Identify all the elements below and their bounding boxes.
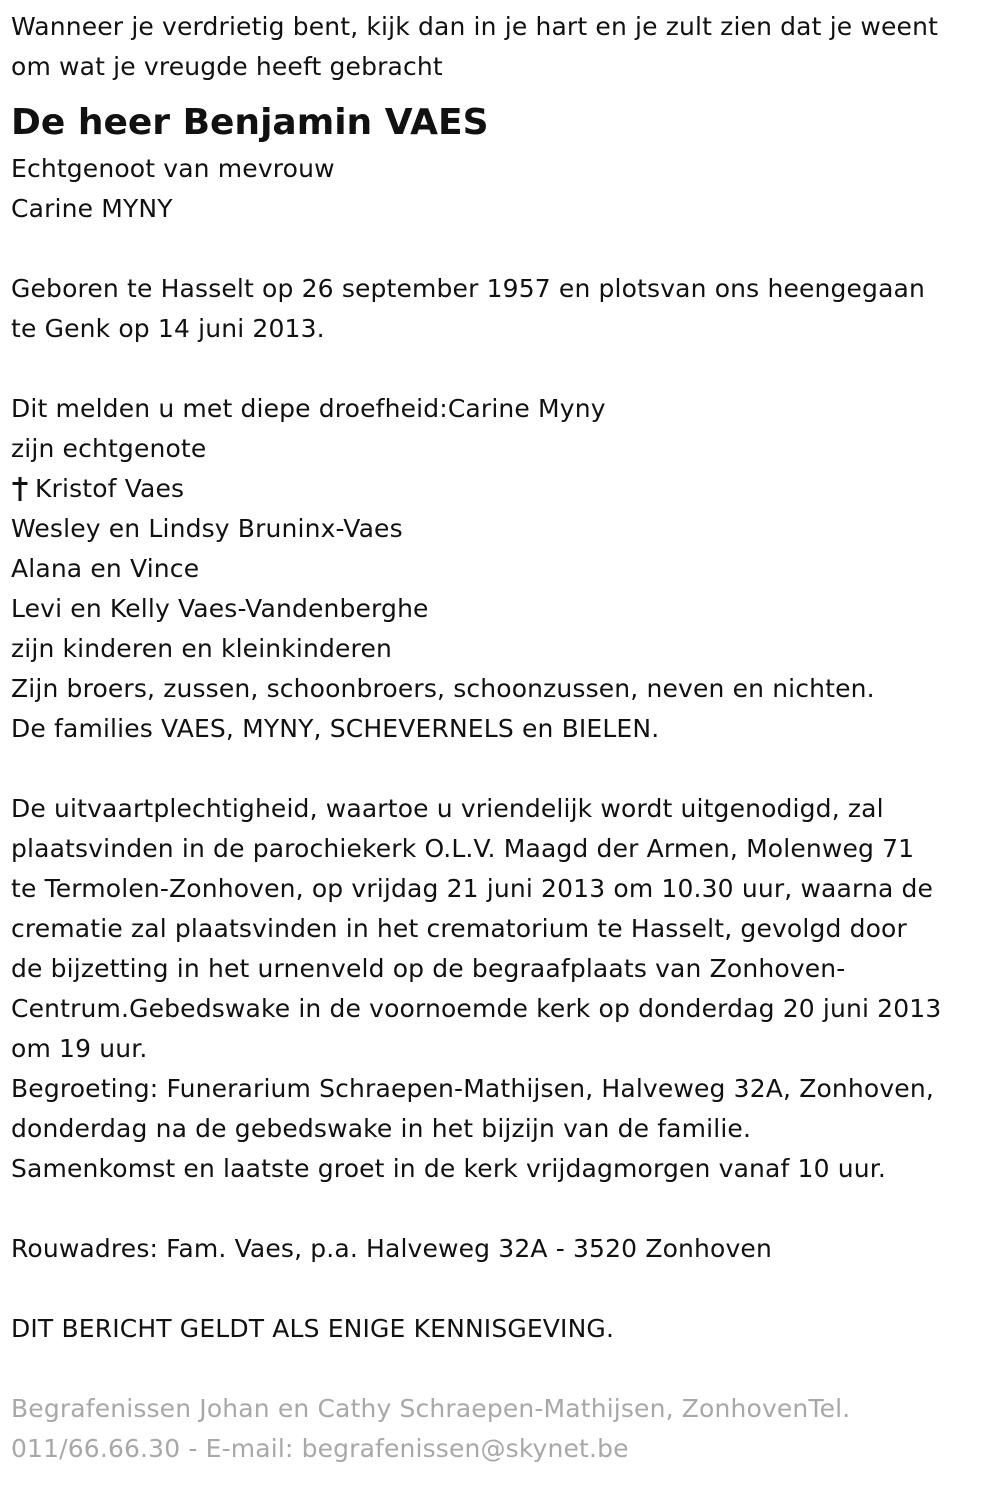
ceremony-line: Centrum.Gebedswake in de voornoemde kerk op donderdag 20 juni 2013 bbox=[11, 994, 942, 1023]
mourning-address: Rouwadres: Fam. Vaes, p.a. Halveweg 32A - 3520 Zonhoven bbox=[11, 1234, 772, 1263]
death-line: te Genk op 14 juni 2013. bbox=[11, 314, 325, 343]
motto-line: Wanneer je verdrietig bent, kijk dan in je hart en je zult zien dat je weent bbox=[11, 12, 939, 41]
spacer bbox=[11, 229, 991, 269]
family-line: zijn echtgenote bbox=[11, 434, 207, 463]
family-announcement bbox=[11, 389, 991, 749]
ceremony-line: Samenkomst en laatste groet in de kerk vrijdagmorgen vanaf 10 uur. bbox=[11, 1154, 886, 1183]
motto-line: om wat je vreugde heeft gebracht bbox=[11, 52, 443, 81]
family-line: zijn kinderen en kleinkinderen bbox=[11, 634, 392, 663]
family-line: De families VAES, MYNY, SCHEVERNELS en BIELEN. bbox=[11, 714, 660, 743]
deceased-child-name: Kristof Vaes bbox=[35, 474, 185, 503]
footer-contact: 011/66.66.30 - E-mail: begrafenissen@skynet.be bbox=[11, 1434, 629, 1463]
deceased-name: De heer Benjamin VAES bbox=[11, 102, 489, 143]
motto bbox=[11, 7, 991, 87]
spouse-name: Carine MYNY bbox=[11, 194, 173, 223]
family-line: Alana en Vince bbox=[11, 554, 200, 583]
ceremony-line: om 19 uur. bbox=[11, 1034, 148, 1063]
cross-icon bbox=[11, 476, 29, 502]
ceremony-line: te Termolen-Zonhoven, op vrijdag 21 juni 2013 om 10.30 uur, waarna de bbox=[11, 874, 934, 903]
ceremony-line: Begroeting: Funerarium Schraepen-Mathijsen, Halveweg 32A, Zonhoven, bbox=[11, 1074, 934, 1103]
family-line: Levi en Kelly Vaes-Vandenberghe bbox=[11, 594, 429, 623]
birth-death-info bbox=[11, 269, 991, 349]
spacer bbox=[11, 749, 991, 789]
funeral-home-footer bbox=[11, 1389, 991, 1469]
birth-line: Geboren te Hasselt op 26 september 1957 en plotsvan ons heengegaan bbox=[11, 274, 926, 303]
spacer bbox=[11, 1349, 991, 1389]
relation-line: Echtgenoot van mevrouw bbox=[11, 154, 335, 183]
footer-line: Begrafenissen Johan en Cathy Schraepen-Mathijsen, ZonhovenTel. bbox=[11, 1394, 851, 1423]
family-line: Dit melden u met diepe droefheid:Carine Myny bbox=[11, 394, 606, 423]
ceremony-line: de bijzetting in het urnenveld op de begraafplaats van Zonhoven- bbox=[11, 954, 846, 983]
spacer bbox=[11, 1269, 991, 1309]
ceremony-line: De uitvaartplechtigheid, waartoe u vriendelijk wordt uitgenodigd, zal bbox=[11, 794, 884, 823]
spacer bbox=[11, 349, 991, 389]
ceremony-line: plaatsvinden in de parochiekerk O.L.V. Maagd der Armen, Molenweg 71 bbox=[11, 834, 915, 863]
family-line-deceased-child bbox=[11, 469, 991, 509]
ceremony-line: donderdag na de gebedswake in het bijzijn van de familie. bbox=[11, 1114, 752, 1143]
notice-statement: DIT BERICHT GELDT ALS ENIGE KENNISGEVING. bbox=[11, 1314, 615, 1343]
ceremony-details bbox=[11, 789, 991, 1189]
ceremony-line: crematie zal plaatsvinden in het crematorium te Hasselt, gevolgd door bbox=[11, 914, 907, 943]
spacer bbox=[11, 1189, 991, 1229]
family-line: Wesley en Lindsy Bruninx-Vaes bbox=[11, 514, 403, 543]
family-line: Zijn broers, zussen, schoonbroers, schoonzussen, neven en nichten. bbox=[11, 674, 875, 703]
obituary-document bbox=[11, 7, 991, 1469]
